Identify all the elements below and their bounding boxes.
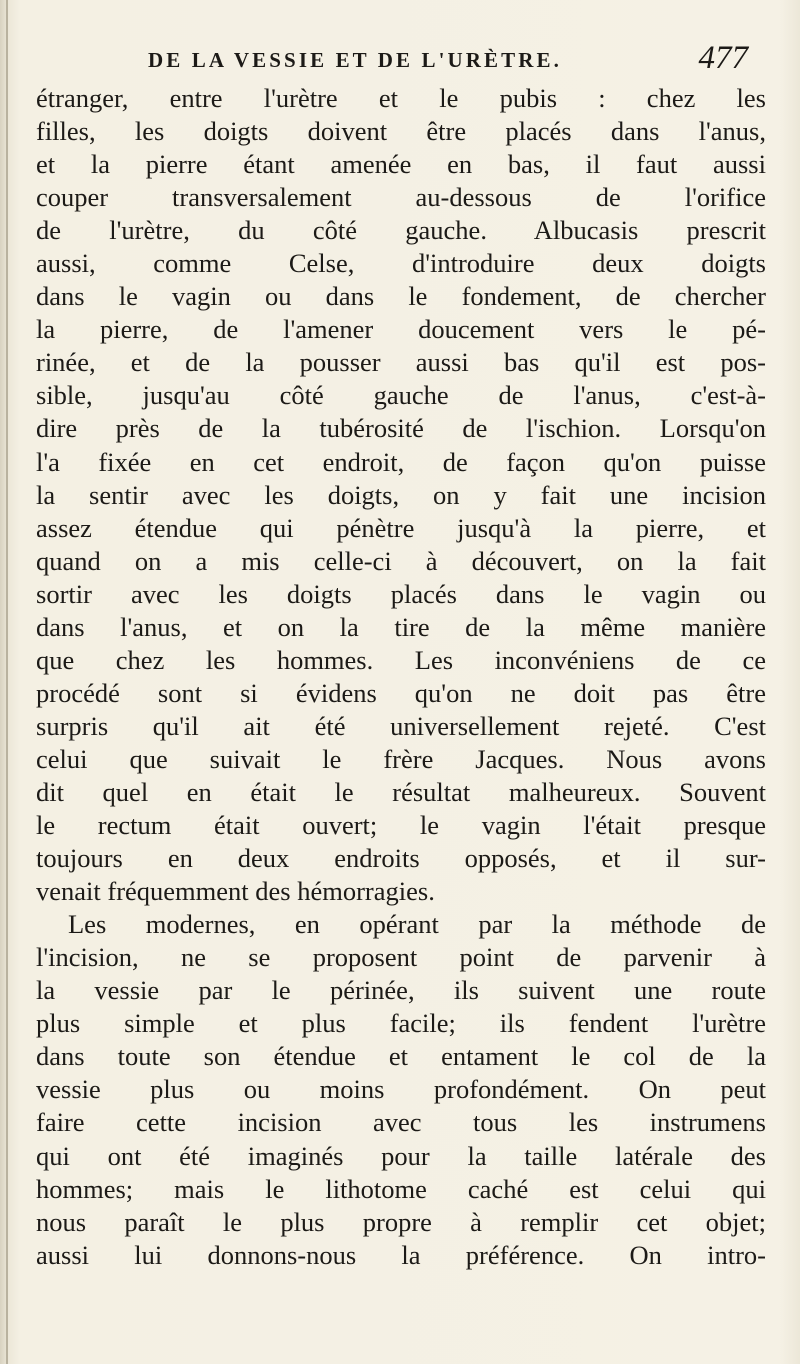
text-line: procédé sont si évidens qu'on ne doit pas être	[36, 677, 766, 708]
text-line: toujours en deux endroits opposés, et il sur-	[36, 843, 766, 874]
text-line: que chez les hommes. Les inconvéniens de ce	[36, 644, 766, 675]
text-line: dans le vagin ou dans le fondement, de chercher	[36, 281, 766, 312]
body-text	[36, 82, 766, 1272]
running-title: DE LA VESSIE ET DE L'URÈTRE.	[148, 48, 562, 72]
text-line: dire près de la tubérosité de l'ischion. Lorsqu'on	[36, 413, 766, 444]
text-line: qui ont été imaginés pour la taille latérale des	[36, 1140, 766, 1171]
text-line: étranger, entre l'urètre et le pubis : chez les	[36, 83, 766, 113]
text-line: celui que suivait le frère Jacques. Nous avons	[36, 743, 766, 774]
text-line: de l'urètre, du côté gauche. Albucasis prescrit	[36, 215, 766, 246]
text-line: aussi lui donnons-nous la préférence. On intro-	[36, 1239, 766, 1270]
text-line: dans l'anus, et on la tire de la même manière	[36, 611, 766, 642]
text-line: aussi, comme Celse, d'introduire deux doigts	[36, 248, 766, 279]
text-line: faire cette incision avec tous les instrumens	[36, 1107, 766, 1138]
text-line: l'a fixée en cet endroit, de façon qu'on puisse	[36, 446, 766, 477]
page-header	[148, 40, 748, 80]
text-line: vessie plus ou moins profondément. On peut	[36, 1074, 766, 1105]
text-line: venait fréquemment des hémorragies.	[36, 876, 435, 907]
text-line: hommes; mais le lithotome caché est celui qui	[36, 1173, 766, 1204]
text-line: surpris qu'il ait été universellement rejeté. C'est	[36, 710, 766, 741]
text-line: sible, jusqu'au côté gauche de l'anus, c'est-à-	[36, 380, 766, 411]
text-line: Les modernes, en opérant par la méthode de	[68, 909, 766, 940]
text-line: la vessie par le périnée, ils suivent une route	[36, 975, 766, 1006]
text-line: la sentir avec les doigts, on y fait une incision	[36, 479, 766, 510]
text-line: sortir avec les doigts placés dans le vagin ou	[36, 578, 766, 609]
text-line: rinée, et de la pousser aussi bas qu'il est pos-	[36, 347, 766, 378]
page-number: 477	[698, 40, 748, 76]
text-line: assez étendue qui pénètre jusqu'à la pierre, et	[36, 512, 766, 543]
text-line: nous paraît le plus propre à remplir cet objet;	[36, 1206, 766, 1237]
text-line: le rectum était ouvert; le vagin l'était presque	[36, 810, 766, 841]
binding-edge	[6, 0, 8, 1364]
text-line: couper transversalement au-dessous de l'orifice	[36, 182, 766, 213]
text-line: filles, les doigts doivent être placés dans l'anus,	[36, 116, 766, 147]
text-line: l'incision, ne se proposent point de parvenir à	[36, 942, 766, 973]
text-line: et la pierre étant amenée en bas, il faut aussi	[36, 149, 766, 180]
text-line: quand on a mis celle-ci à découvert, on la fait	[36, 545, 766, 576]
text-line: dans toute son étendue et entament le col de la	[36, 1041, 766, 1072]
text-line: la pierre, de l'amener doucement vers le pé-	[36, 314, 766, 345]
text-line: dit quel en était le résultat malheureux. Souvent	[36, 776, 766, 807]
text-line: plus simple et plus facile; ils fendent l'urètre	[36, 1008, 766, 1039]
